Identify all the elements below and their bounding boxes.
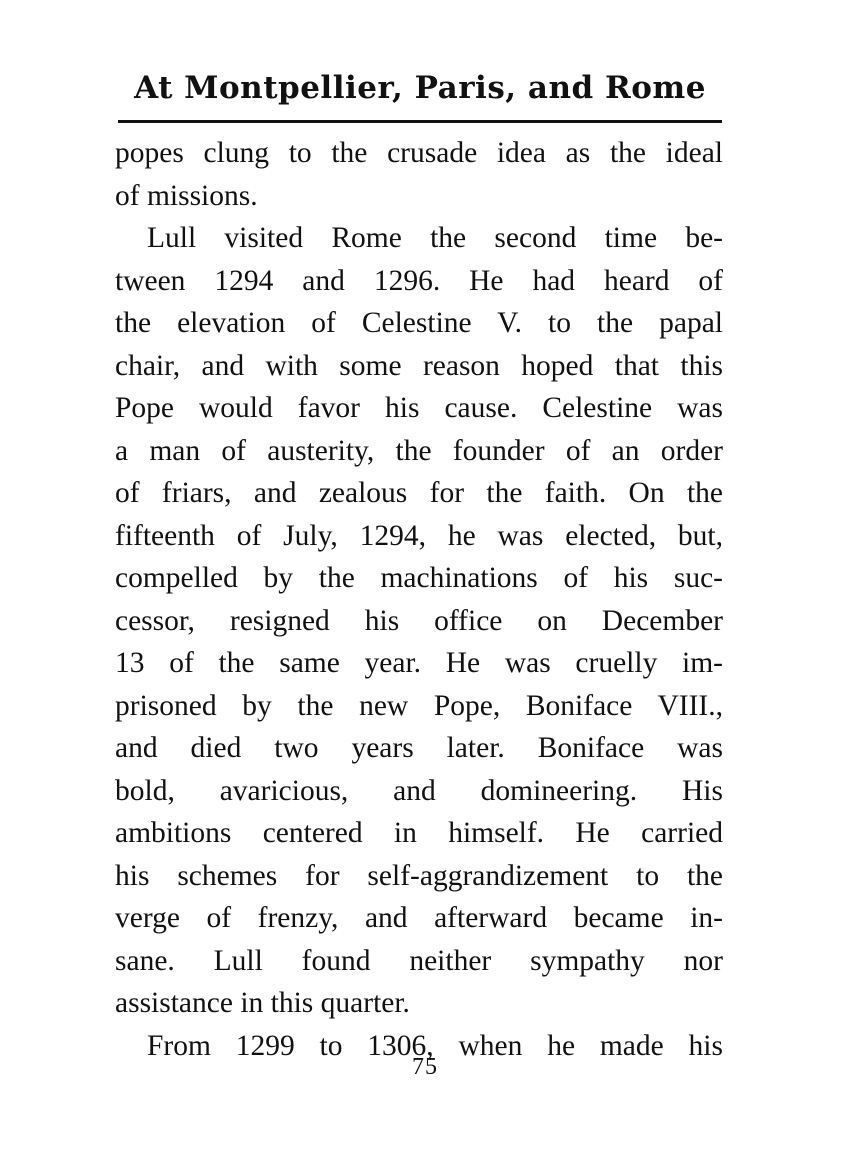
text-line: the elevation of Celestine V. to the papal bbox=[115, 307, 723, 339]
text-line: From 1299 to 1306, when he made his bbox=[147, 1029, 723, 1062]
text-line: 13 of the same year. He was cruelly im- bbox=[115, 647, 723, 679]
text-line: and died two years later. Boniface was bbox=[115, 732, 723, 764]
page-number: 75 bbox=[412, 1054, 438, 1080]
text-line: tween 1294 and 1296. He had heard of bbox=[115, 264, 723, 297]
text-line: Pope would favor his cause. Celestine was bbox=[115, 392, 723, 424]
text-line: assistance in this quarter. bbox=[115, 987, 410, 1019]
text-line: ambitions centered in himself. He carried bbox=[115, 817, 723, 849]
text-line: fifteenth of July, 1294, he was elected, but, bbox=[115, 519, 723, 552]
text-line: of friars, and zealous for the faith. On the bbox=[115, 477, 723, 509]
text-line: compelled by the machinations of his suc- bbox=[115, 562, 723, 594]
text-line: verge of frenzy, and afterward became in- bbox=[115, 902, 723, 934]
text-line: of missions. bbox=[115, 179, 258, 212]
running-head: At Montpellier, Paris, and Rome bbox=[134, 70, 706, 106]
text-line: prisoned by the new Pope, Boniface VIII., bbox=[115, 689, 723, 722]
body-text bbox=[115, 132, 723, 1067]
text-line: his schemes for self-aggrandizement to the bbox=[115, 859, 723, 892]
text-line: popes clung to the crusade idea as the ideal bbox=[115, 137, 723, 169]
text-line: Lull visited Rome the second time be- bbox=[147, 222, 723, 254]
header-rule bbox=[118, 120, 722, 123]
text-line: bold, avaricious, and domineering. His bbox=[115, 774, 723, 807]
text-line: cessor, resigned his office on December bbox=[115, 604, 723, 637]
text-line: sane. Lull found neither sympathy nor bbox=[115, 944, 723, 977]
text-line: chair, and with some reason hoped that this bbox=[115, 349, 723, 382]
text-line: a man of austerity, the founder of an order bbox=[115, 434, 723, 467]
